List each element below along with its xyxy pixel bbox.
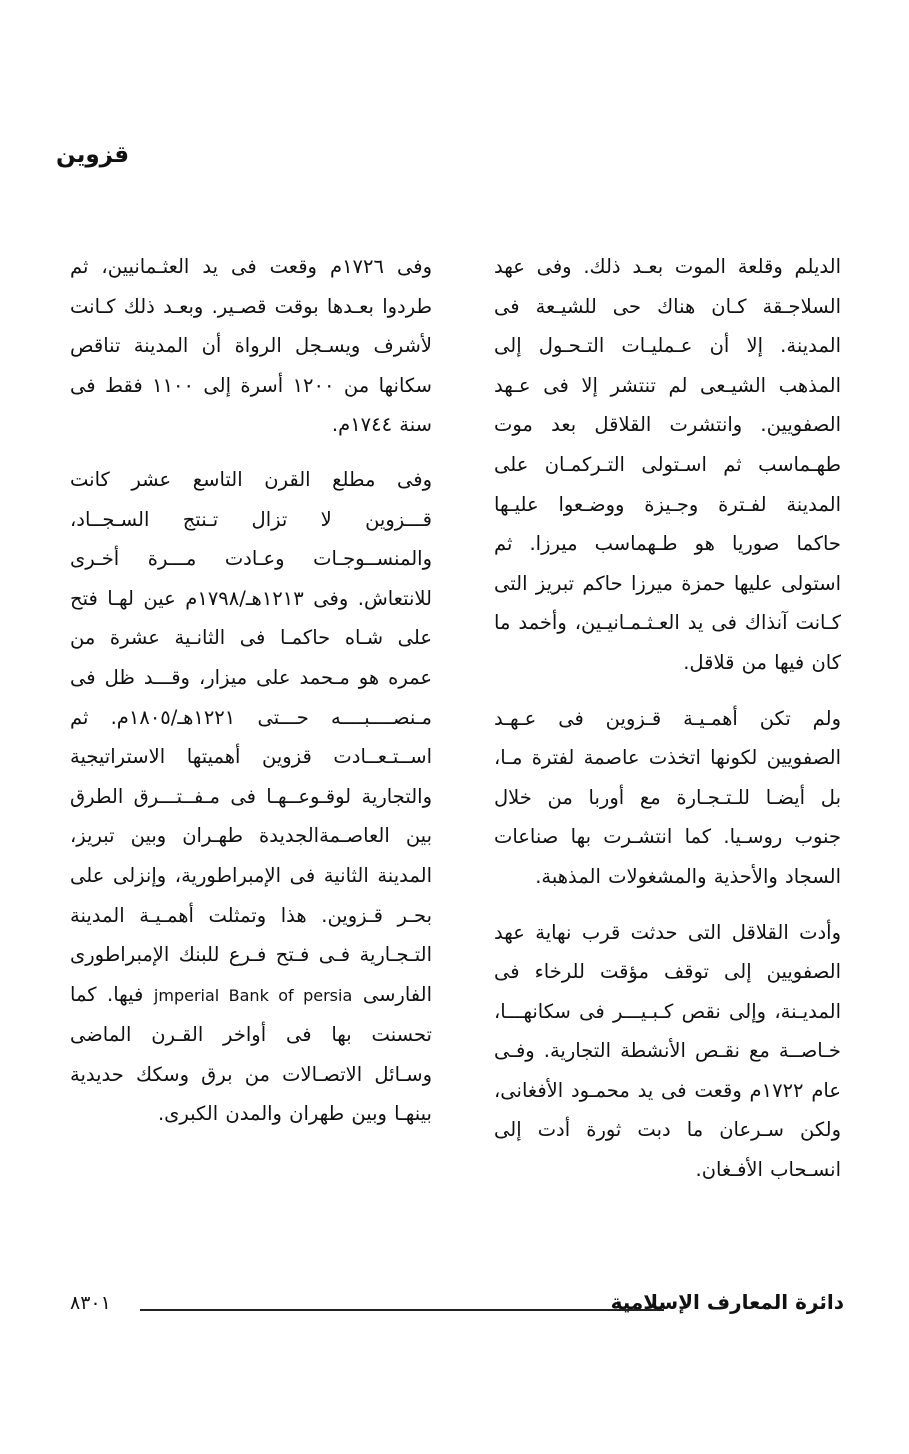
running-head: قزوين: [56, 142, 129, 168]
paragraph: وفى ١٧٢٦م وقعت فى يد العثـمانيين، ثم طردوا بعـدها بوقت قصـير. وبعـد ذلك كـانت لأشرف ويسـجل الرواة أن المدينة تناقص سكانها من ١٢٠٠ أسرة إلى ١١٠٠ فقط فى سنة ١٧٤٤م.: [70, 255, 432, 437]
footer-title: دائرة المعارف الإسلامية: [610, 1290, 844, 1314]
right-column: [494, 247, 841, 1190]
paragraph: وأدت القلاقل التى حدثت قرب نهاية عهد الصفويين إلى توقف مؤقت للرخاء فى المديـنة، وإلى نقص كـبـيـــر فى سكانهـــا، خـاصــة مع نقـص الأنشطة التجارية. وفـى عام ١٧٢٢م وقعت فى يد محمـود الأفغانى، ولكن سـرعان ما دبت ثورة أدت إلى انسـحاب الأفـغان.: [494, 920, 841, 1182]
paragraph-text: فيها. كما تحسنت بها فى أواخر القـرن الماضى وسـائل الاتصـالات من برق وسكك حديدية بينهـا وبين طهران والمدن الكبرى.: [70, 982, 432, 1126]
paragraph: ولم تكن أهمـيـة قـزوين فى عـهـد الصفويين لكونها اتخذت عاصمة لفترة مـا، بل أيضـا للـتـجـارة مع أوربا من خلال جنوب روسـيا. كما انتشـرت بها صناعات السجاد والأحذية والمشغولات المذهبة.: [494, 706, 841, 888]
paragraph-text: وفى مطلع القرن التاسع عشر كانت قـــزوين لا تزال تـنتج السـجــاد، والمنســوجـات وعـادت مـــرة أخـرى للانتعاش. وفى ١٢١٣هـ/١٧٩٨م عين لهـا فتح على شـاه حاكمـا فى الثانـية عشرة من عمره هو مـحمد على ميزار، وقـــد ظل فى مـنصــــبــــه حـــتى ١٢٢١هـ/١٨٠٥م. ثم اســتـعــادت قزوين أهميتها الاستراتيجية والتجارية لوقـوعــهـا فى مـفــتـــرق الطرق بين العاصـمةالجديدة طهـران وبين تبريز، المدينة الثانية فى الإمبراطورية، وإنزلى على بحـر قـزوين. هذا وتمثلت أهمـيـة المدينة التـجـارية فـى فـتح فـرع للبنك الإمبراطورى الفارسى: [70, 467, 433, 1006]
footer-rule: [140, 1309, 664, 1311]
paragraph: [70, 460, 432, 1134]
latin-bank-name: jmperial Bank of persia: [153, 985, 353, 1005]
page-footer: [70, 1290, 844, 1320]
left-column: [70, 247, 432, 1134]
page-number: ٨٣٠١: [70, 1292, 111, 1314]
paragraph: الديلم وقلعة الموت بعـد ذلك. وفى عهد السلاجـقة كـان هناك حى للشيـعة فى المدينة. إلا أن عـمليـات التـحـول إلى المذهب الشيـعى لم تنتشر إلا فى عـهد الصفويين. وانتشرت القلاقل بعد موت طهـماسب ثم اسـتولى التـركمـان على المدينة لفـترة وجـيزة ووضـعوا عليـها حاكما صوريا هو طـهماسب ميرزا. ثم استولى عليها حمزة ميرزا حاكم تبريز التى كـانت آنذاك فى يد العـثـمـانيـين، وأخمد ما كان فيها من قلاقل.: [494, 255, 841, 674]
